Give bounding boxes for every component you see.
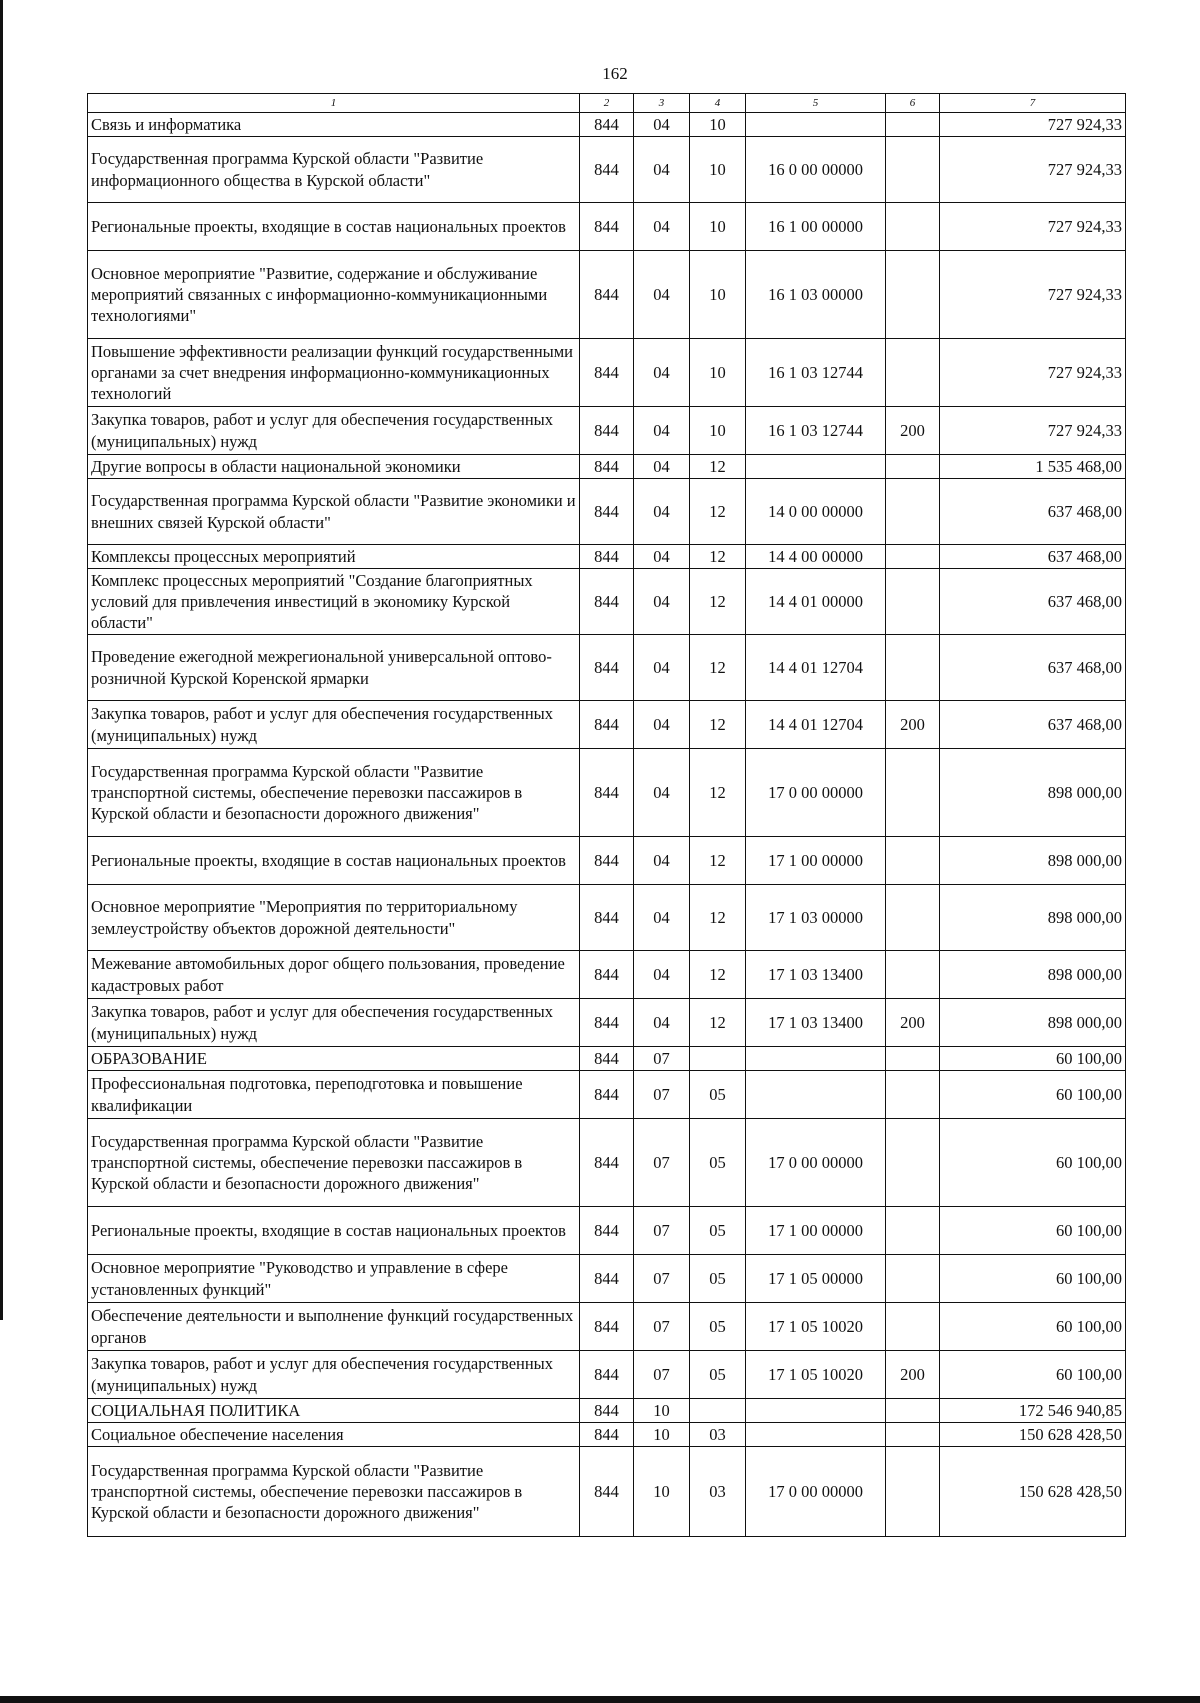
cell-target-article: 17 1 00 00000 [746,837,886,885]
cell-amount: 60 100,00 [940,1351,1126,1399]
cell-department: 844 [580,1447,634,1537]
cell-name: Социальное обеспечение населения [88,1423,580,1447]
cell-amount: 727 924,33 [940,251,1126,339]
cell-section: 04 [634,837,690,885]
cell-expense-type [886,951,940,999]
header-row [88,94,1126,113]
cell-section: 04 [634,339,690,407]
cell-section: 04 [634,545,690,569]
cell-subsection: 05 [690,1119,746,1207]
header-cell-1: 1 [88,94,580,113]
cell-target-article: 17 1 05 00000 [746,1255,886,1303]
cell-expense-type [886,1071,940,1119]
cell-expense-type [886,635,940,701]
cell-section: 07 [634,1255,690,1303]
cell-department: 844 [580,1047,634,1071]
cell-department: 844 [580,999,634,1047]
table-body [88,94,1126,1537]
cell-subsection: 05 [690,1351,746,1399]
cell-name: Повышение эффективности реализации функций государственными органами за счет внедрения информационно-коммуникационных технологий [88,339,580,407]
cell-amount: 60 100,00 [940,1207,1126,1255]
cell-amount: 898 000,00 [940,749,1126,837]
table-row [88,137,1126,203]
page-number: 162 [602,64,628,83]
cell-section: 07 [634,1047,690,1071]
cell-amount: 60 100,00 [940,1071,1126,1119]
table-row [88,545,1126,569]
cell-expense-type [886,203,940,251]
table-row [88,1047,1126,1071]
table-row [88,113,1126,137]
table-row [88,1071,1126,1119]
cell-amount: 1 535 468,00 [940,455,1126,479]
cell-section: 10 [634,1399,690,1423]
cell-target-article: 17 0 00 00000 [746,1447,886,1537]
cell-target-article: 17 1 05 10020 [746,1351,886,1399]
cell-section: 04 [634,569,690,635]
cell-amount: 637 468,00 [940,479,1126,545]
cell-name: ОБРАЗОВАНИЕ [88,1047,580,1071]
cell-name: Региональные проекты, входящие в состав национальных проектов [88,837,580,885]
cell-expense-type [886,339,940,407]
cell-subsection: 12 [690,479,746,545]
scan-edge-left [0,0,3,1320]
cell-subsection: 12 [690,701,746,749]
cell-section: 04 [634,701,690,749]
cell-expense-type [886,885,940,951]
cell-department: 844 [580,635,634,701]
cell-subsection: 12 [690,569,746,635]
cell-section: 10 [634,1423,690,1447]
cell-name: Государственная программа Курской области "Развитие транспортной системы, обеспечение перевозки пассажиров в Курской области и безопасности дорожного движения" [88,1119,580,1207]
cell-department: 844 [580,1071,634,1119]
cell-target-article: 16 1 00 00000 [746,203,886,251]
cell-target-article: 17 1 03 13400 [746,999,886,1047]
cell-section: 04 [634,137,690,203]
cell-amount: 727 924,33 [940,137,1126,203]
table-row [88,749,1126,837]
header-cell-7: 7 [940,94,1126,113]
cell-name: Комплексы процессных мероприятий [88,545,580,569]
cell-amount: 727 924,33 [940,203,1126,251]
header-cell-4: 4 [690,94,746,113]
cell-expense-type [886,545,940,569]
cell-name: Проведение ежегодной межрегиональной универсальной оптово-розничной Курской Коренской ярмарки [88,635,580,701]
cell-department: 844 [580,479,634,545]
cell-name: Основное мероприятие "Развитие, содержание и обслуживание мероприятий связанных с информационно-коммуникационными технологиями" [88,251,580,339]
cell-amount: 60 100,00 [940,1255,1126,1303]
cell-subsection: 10 [690,113,746,137]
table-row [88,1303,1126,1351]
cell-subsection: 03 [690,1447,746,1537]
cell-department: 844 [580,1423,634,1447]
cell-section: 04 [634,251,690,339]
cell-amount: 637 468,00 [940,635,1126,701]
cell-section: 04 [634,407,690,455]
table-row [88,635,1126,701]
cell-section: 04 [634,455,690,479]
cell-department: 844 [580,837,634,885]
cell-amount: 727 924,33 [940,407,1126,455]
table-row [88,251,1126,339]
cell-expense-type [886,455,940,479]
cell-subsection: 12 [690,999,746,1047]
cell-target-article: 16 1 03 12744 [746,407,886,455]
cell-department: 844 [580,545,634,569]
cell-name: Профессиональная подготовка, переподготовка и повышение квалификации [88,1071,580,1119]
cell-department: 844 [580,455,634,479]
cell-target-article: 14 0 00 00000 [746,479,886,545]
cell-target-article [746,113,886,137]
cell-name: Закупка товаров, работ и услуг для обеспечения государственных (муниципальных) нужд [88,999,580,1047]
cell-department: 844 [580,137,634,203]
cell-subsection: 10 [690,407,746,455]
cell-department: 844 [580,1119,634,1207]
cell-section: 10 [634,1447,690,1537]
cell-department: 844 [580,701,634,749]
cell-department: 844 [580,407,634,455]
cell-name: Региональные проекты, входящие в состав национальных проектов [88,203,580,251]
table-row [88,407,1126,455]
cell-name: Государственная программа Курской области "Развитие информационного общества в Курской области" [88,137,580,203]
cell-expense-type: 200 [886,1351,940,1399]
cell-section: 07 [634,1119,690,1207]
cell-name: Межевание автомобильных дорог общего пользования, проведение кадастровых работ [88,951,580,999]
cell-expense-type [886,113,940,137]
cell-amount: 60 100,00 [940,1303,1126,1351]
table-row [88,203,1126,251]
cell-amount: 898 000,00 [940,885,1126,951]
table-row [88,569,1126,635]
table-row [88,1399,1126,1423]
table-row [88,455,1126,479]
cell-department: 844 [580,1207,634,1255]
cell-expense-type: 200 [886,407,940,455]
header-cell-2: 2 [580,94,634,113]
cell-department: 844 [580,339,634,407]
cell-target-article: 14 4 01 12704 [746,701,886,749]
cell-subsection: 12 [690,951,746,999]
cell-department: 844 [580,749,634,837]
cell-amount: 60 100,00 [940,1119,1126,1207]
cell-name: Закупка товаров, работ и услуг для обеспечения государственных (муниципальных) нужд [88,1351,580,1399]
cell-target-article [746,1399,886,1423]
cell-target-article [746,455,886,479]
cell-amount: 172 546 940,85 [940,1399,1126,1423]
cell-section: 04 [634,749,690,837]
cell-expense-type [886,1119,940,1207]
table-row [88,1207,1126,1255]
cell-expense-type [886,1399,940,1423]
table-row [88,837,1126,885]
cell-subsection: 10 [690,251,746,339]
cell-subsection: 10 [690,203,746,251]
table-row [88,701,1126,749]
cell-target-article [746,1423,886,1447]
cell-subsection: 05 [690,1207,746,1255]
cell-expense-type [886,1423,940,1447]
cell-department: 844 [580,1351,634,1399]
cell-section: 07 [634,1303,690,1351]
table-row [88,1255,1126,1303]
cell-name: Основное мероприятие "Мероприятия по территориальному землеустройству объектов дорожной деятельности" [88,885,580,951]
cell-subsection [690,1047,746,1071]
table-row [88,951,1126,999]
cell-amount: 727 924,33 [940,113,1126,137]
table-row [88,1119,1126,1207]
cell-amount: 637 468,00 [940,701,1126,749]
cell-subsection: 12 [690,837,746,885]
cell-section: 04 [634,113,690,137]
cell-department: 844 [580,203,634,251]
cell-name: Комплекс процессных мероприятий "Создание благоприятных условий для привлечения инвестиций в экономику Курской области" [88,569,580,635]
cell-target-article: 16 1 03 12744 [746,339,886,407]
cell-name: Закупка товаров, работ и услуг для обеспечения государственных (муниципальных) нужд [88,407,580,455]
cell-target-article [746,1047,886,1071]
cell-subsection: 10 [690,339,746,407]
cell-target-article: 14 4 01 00000 [746,569,886,635]
cell-amount: 898 000,00 [940,837,1126,885]
cell-subsection: 12 [690,635,746,701]
cell-target-article: 17 1 05 10020 [746,1303,886,1351]
cell-department: 844 [580,1399,634,1423]
cell-amount: 150 628 428,50 [940,1447,1126,1537]
cell-expense-type [886,749,940,837]
cell-name: Обеспечение деятельности и выполнение функций государственных органов [88,1303,580,1351]
cell-target-article: 16 0 00 00000 [746,137,886,203]
table-row [88,1447,1126,1537]
cell-name: Государственная программа Курской области "Развитие транспортной системы, обеспечение перевозки пассажиров в Курской области и безопасности дорожного движения" [88,1447,580,1537]
scan-edge-bottom [0,1696,1200,1703]
cell-amount: 150 628 428,50 [940,1423,1126,1447]
cell-section: 04 [634,203,690,251]
cell-section: 04 [634,479,690,545]
cell-target-article: 17 0 00 00000 [746,1119,886,1207]
cell-department: 844 [580,885,634,951]
cell-expense-type [886,1303,940,1351]
table-row [88,1423,1126,1447]
cell-section: 04 [634,635,690,701]
table-row [88,1351,1126,1399]
header-cell-6: 6 [886,94,940,113]
cell-department: 844 [580,951,634,999]
table-row [88,885,1126,951]
header-cell-3: 3 [634,94,690,113]
cell-target-article: 17 0 00 00000 [746,749,886,837]
cell-section: 04 [634,999,690,1047]
cell-target-article [746,1071,886,1119]
cell-section: 04 [634,885,690,951]
table-row [88,479,1126,545]
cell-section: 07 [634,1071,690,1119]
cell-expense-type [886,137,940,203]
cell-subsection: 05 [690,1303,746,1351]
cell-target-article: 17 1 03 13400 [746,951,886,999]
cell-subsection: 12 [690,885,746,951]
cell-target-article: 14 4 00 00000 [746,545,886,569]
cell-department: 844 [580,113,634,137]
cell-expense-type [886,1447,940,1537]
cell-section: 04 [634,951,690,999]
cell-subsection: 12 [690,545,746,569]
cell-expense-type [886,837,940,885]
table-row [88,339,1126,407]
cell-amount: 637 468,00 [940,545,1126,569]
cell-expense-type: 200 [886,999,940,1047]
cell-department: 844 [580,251,634,339]
cell-subsection: 12 [690,455,746,479]
cell-expense-type [886,479,940,545]
cell-name: СОЦИАЛЬНАЯ ПОЛИТИКА [88,1399,580,1423]
cell-subsection: 05 [690,1255,746,1303]
cell-expense-type [886,251,940,339]
cell-expense-type [886,1207,940,1255]
cell-amount: 727 924,33 [940,339,1126,407]
cell-name: Связь и информатика [88,113,580,137]
cell-name: Закупка товаров, работ и услуг для обеспечения государственных (муниципальных) нужд [88,701,580,749]
cell-target-article: 14 4 01 12704 [746,635,886,701]
cell-expense-type: 200 [886,701,940,749]
cell-target-article: 17 1 00 00000 [746,1207,886,1255]
cell-name: Региональные проекты, входящие в состав национальных проектов [88,1207,580,1255]
cell-expense-type [886,1255,940,1303]
cell-name: Основное мероприятие "Руководство и управление в сфере установленных функций" [88,1255,580,1303]
cell-department: 844 [580,569,634,635]
cell-section: 07 [634,1207,690,1255]
cell-name: Другие вопросы в области национальной экономики [88,455,580,479]
cell-subsection: 05 [690,1071,746,1119]
cell-amount: 898 000,00 [940,951,1126,999]
cell-name: Государственная программа Курской области "Развитие экономики и внешних связей Курской области" [88,479,580,545]
budget-table [87,93,1126,1537]
header-cell-5: 5 [746,94,886,113]
cell-subsection: 10 [690,137,746,203]
cell-amount: 637 468,00 [940,569,1126,635]
cell-department: 844 [580,1303,634,1351]
cell-subsection: 03 [690,1423,746,1447]
cell-amount: 898 000,00 [940,999,1126,1047]
cell-amount: 60 100,00 [940,1047,1126,1071]
table-row [88,999,1126,1047]
cell-department: 844 [580,1255,634,1303]
cell-target-article: 16 1 03 00000 [746,251,886,339]
cell-expense-type [886,569,940,635]
cell-name: Государственная программа Курской области "Развитие транспортной системы, обеспечение перевозки пассажиров в Курской области и безопасности дорожного движения" [88,749,580,837]
cell-subsection: 12 [690,749,746,837]
cell-expense-type [886,1047,940,1071]
cell-target-article: 17 1 03 00000 [746,885,886,951]
cell-subsection [690,1399,746,1423]
cell-section: 07 [634,1351,690,1399]
